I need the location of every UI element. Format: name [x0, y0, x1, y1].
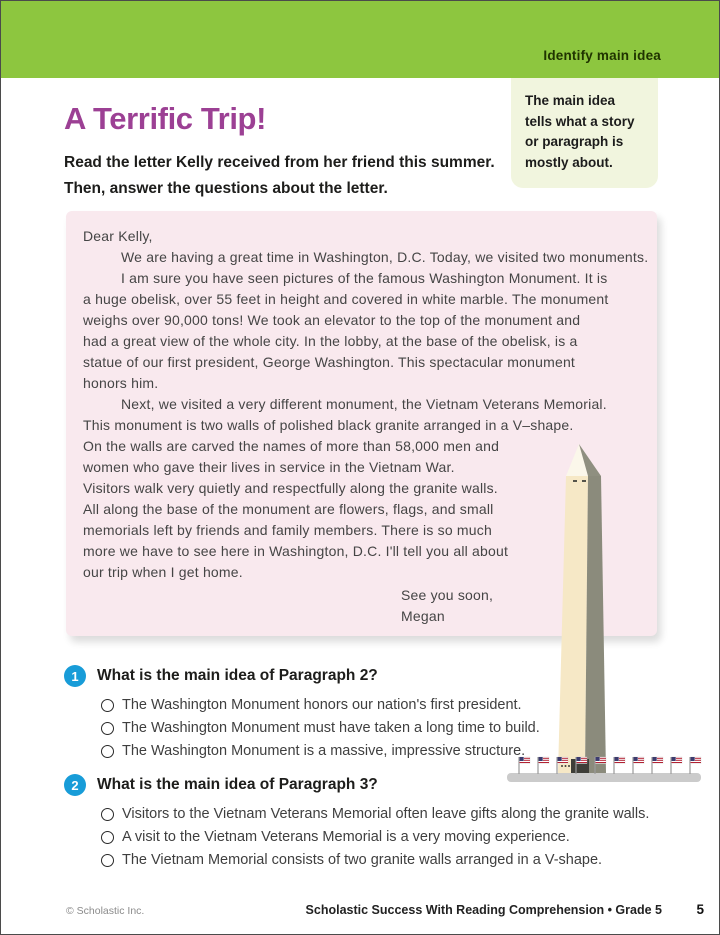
- answer-option-label: The Washington Monument must have taken a long time to build.: [122, 720, 540, 736]
- letter-line: Visitors walk very quietly and respectfully along the granite walls.: [83, 480, 498, 496]
- question-prompt: What is the main idea of Paragraph 3?: [97, 776, 378, 793]
- letter-line: Next, we visited a very different monument, the Vietnam Veterans Memorial.: [121, 396, 607, 412]
- answer-option: [101, 742, 684, 760]
- answer-bubble[interactable]: [101, 831, 114, 844]
- question-number-badge: 2: [64, 774, 86, 796]
- instructions: [64, 150, 495, 202]
- signature-closing: See you soon,: [401, 587, 494, 603]
- instructions-line-2: Then, answer the questions about the letter.: [64, 180, 388, 197]
- letter-line: our trip when I get home.: [83, 564, 243, 580]
- question-prompt: What is the main idea of Paragraph 2?: [97, 667, 378, 684]
- answer-option: [101, 805, 684, 823]
- note-text-rest: tells what a story or paragraph is mostly about.: [525, 113, 635, 170]
- letter-line: had a great view of the whole city. In the lobby, at the base of the obelisk, is a: [83, 333, 578, 349]
- answer-option-label: The Vietnam Memorial consists of two granite walls arranged in a V-shape.: [122, 852, 603, 868]
- letter-line: statue of our first president, George Washington. This spectacular monument: [83, 354, 576, 370]
- header-band: [1, 1, 719, 78]
- answer-option: [101, 828, 684, 846]
- answer-bubble[interactable]: [101, 854, 114, 867]
- letter-line: honors him.: [83, 375, 159, 391]
- page-number: 5: [696, 902, 704, 917]
- answer-option-label: A visit to the Vietnam Veterans Memorial is a very moving experience.: [122, 829, 570, 845]
- page-title: A Terrific Trip!: [64, 101, 267, 136]
- main-idea-note: [511, 78, 658, 188]
- letter-line: On the walls are carved the names of more than 58,000 men and: [83, 438, 500, 454]
- letter-line: I am sure you have seen pictures of the famous Washington Monument. It is: [121, 270, 608, 286]
- letter-line: All along the base of the monument are flowers, flags, and small: [83, 501, 494, 517]
- letter-line: women who gave their lives in service in the Vietnam War.: [83, 459, 455, 475]
- skill-tag: Identify main idea: [543, 48, 661, 63]
- book-series-title: Scholastic Success With Reading Comprehension • Grade 5: [305, 903, 662, 917]
- answer-bubble[interactable]: [101, 808, 114, 821]
- letter-line: Dear Kelly,: [83, 228, 153, 244]
- letter-line: more we have to see here in Washington, D.C. I'll tell you all about: [83, 543, 509, 559]
- question-number-badge: 1: [64, 665, 86, 687]
- letter-line: This monument is two walls of polished black granite arranged in a V–shape.: [83, 417, 574, 433]
- question-1: [64, 665, 684, 760]
- answer-option-label: The Washington Monument honors our nation's first president.: [122, 697, 522, 713]
- answer-bubble[interactable]: [101, 699, 114, 712]
- letter-line: We are having a great time in Washington, D.C. Today, we visited two monuments.: [121, 249, 649, 265]
- question-2: [64, 774, 684, 869]
- answer-option-label: Visitors to the Vietnam Veterans Memorial often leave gifts along the granite walls.: [122, 806, 650, 822]
- letter-line: memorials left by friends and family members. There is so much: [83, 522, 492, 538]
- copyright-notice: © Scholastic Inc.: [66, 905, 145, 917]
- answer-option: [101, 719, 684, 737]
- question-2-header: [64, 774, 684, 796]
- answer-option-label: The Washington Monument is a massive, impressive structure.: [122, 743, 526, 759]
- answer-bubble[interactable]: [101, 722, 114, 735]
- questions-section: [64, 665, 684, 874]
- letter-line: a huge obelisk, over 55 feet in height and covered in white marble. The monument: [83, 291, 609, 307]
- note-text-lead: The: [525, 93, 553, 108]
- question-1-header: [64, 665, 684, 687]
- note-text-bold: main idea: [552, 93, 616, 108]
- letter-line: weighs over 90,000 tons! We took an elevator to the top of the monument and: [83, 312, 581, 328]
- answer-option: [101, 851, 684, 869]
- answer-option: [101, 696, 684, 714]
- signature-name: Megan: [401, 608, 445, 624]
- instructions-line-1: Read the letter Kelly received from her friend this summer.: [64, 154, 495, 171]
- answer-bubble[interactable]: [101, 745, 114, 758]
